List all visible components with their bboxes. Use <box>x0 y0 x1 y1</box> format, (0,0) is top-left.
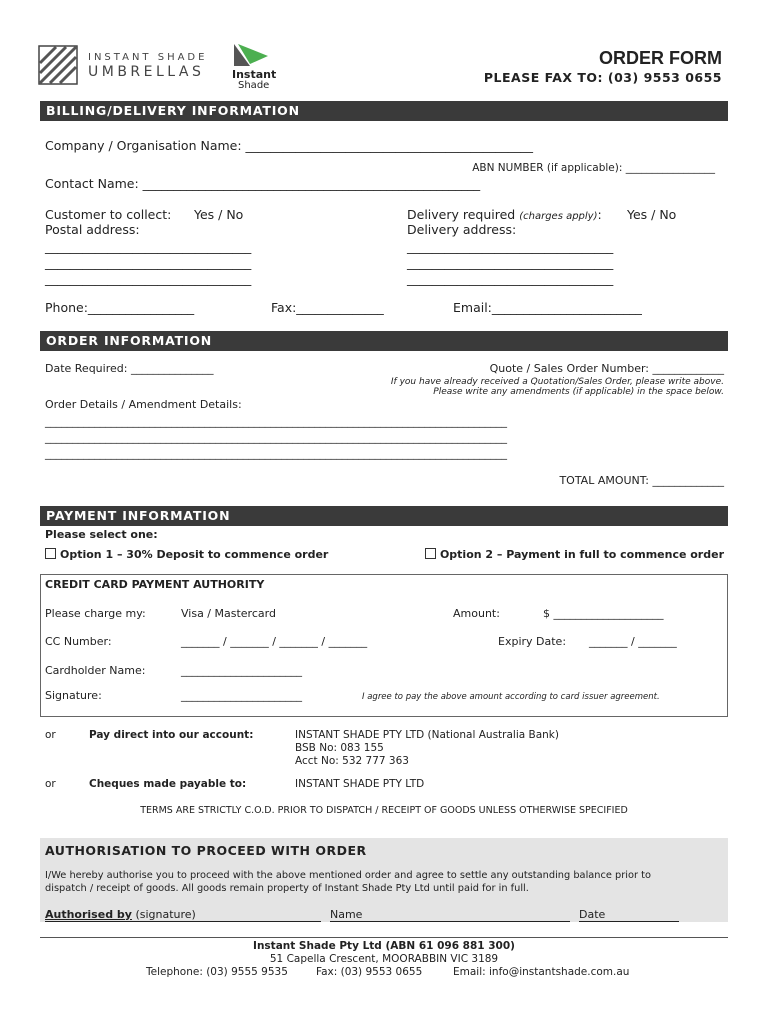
instant-shade-logo <box>228 42 272 68</box>
delivery-note: (charges apply) <box>519 211 598 222</box>
amount-label: Amount: <box>453 607 500 620</box>
option-2[interactable] <box>425 548 724 561</box>
umbrella-logo-icon <box>38 45 78 85</box>
order-details-line-3[interactable]: ____________________________________________________________________________________ <box>45 447 507 460</box>
option-1-label: Option 1 – 30% Deposit to commence order <box>60 548 329 561</box>
fax-to: PLEASE FAX TO: (03) 9553 0655 <box>483 70 722 85</box>
footer-email[interactable]: Email: info@instantshade.com.au <box>453 966 630 978</box>
charge-value[interactable]: Visa / Mastercard <box>181 607 276 620</box>
authorised-by-label: Authorised by <box>45 908 132 921</box>
cardholder-field[interactable]: ______________________ <box>181 664 302 677</box>
cc-number-field[interactable]: _______ / _______ / _______ / _______ <box>181 635 368 648</box>
page-title: ORDER FORM <box>599 48 722 68</box>
phone-field[interactable]: Phone:_________________ <box>45 300 195 315</box>
signature-field[interactable]: ______________________ <box>181 689 302 702</box>
footer-divider <box>40 937 728 938</box>
cc-heading: CREDIT CARD PAYMENT AUTHORITY <box>45 578 265 591</box>
order-details-line-1[interactable]: ____________________________________________________________________________________ <box>45 415 507 428</box>
authorisation-text-2: dispatch / receipt of goods. All goods remain property of Instant Shade Pty Ltd until paid for in full. <box>45 883 529 894</box>
select-one-label: Please select one: <box>45 528 158 541</box>
cardholder-label: Cardholder Name: <box>45 664 146 677</box>
brand-name-line1: INSTANT SHADE <box>88 52 208 63</box>
name-label: Name <box>330 908 363 921</box>
footer-company: Instant Shade Pty Ltd (ABN 61 096 881 300) <box>253 940 515 952</box>
or-label-2: or <box>45 778 56 790</box>
postal-label: Postal address: <box>45 222 140 237</box>
signature-label: Signature: <box>45 689 102 702</box>
checkbox-icon[interactable] <box>425 548 436 559</box>
order-details-label: Order Details / Amendment Details: <box>45 398 242 411</box>
authorisation-heading: AUTHORISATION TO PROCEED WITH ORDER <box>45 843 367 858</box>
triangle-logo-icon <box>228 42 272 68</box>
abn-field[interactable]: ABN NUMBER (if applicable): _________________ <box>472 162 715 174</box>
delivery-line-2[interactable]: _________________________________ <box>407 255 614 270</box>
postal-line-3[interactable]: _________________________________ <box>45 271 252 286</box>
authorisation-text-1: I/We hereby authorise you to proceed with the above mentioned order and agree to settle any outstanding balance prior to <box>45 870 651 881</box>
bank-line-2: BSB No: 083 155 <box>295 742 384 754</box>
footer-fax: Fax: (03) 9553 0655 <box>316 966 423 978</box>
authorised-by-field[interactable] <box>45 908 321 922</box>
terms-text: TERMS ARE STRICTLY C.O.D. PRIOR TO DISPATCH / RECEIPT OF GOODS UNLESS OTHERWISE SPECIFIED <box>140 805 628 816</box>
order-details-line-2[interactable]: ____________________________________________________________________________________ <box>45 431 507 444</box>
option-1[interactable] <box>45 548 328 561</box>
checkbox-icon[interactable] <box>45 548 56 559</box>
name-field[interactable] <box>330 908 570 922</box>
delivery-label <box>407 207 602 222</box>
date-required-field[interactable]: Date Required: _______________ <box>45 362 214 375</box>
order-heading: ORDER INFORMATION <box>40 331 728 351</box>
direct-label: Pay direct into our account: <box>89 729 254 741</box>
amount-field[interactable]: $ ____________________ <box>543 607 664 620</box>
brand-logo <box>38 45 78 85</box>
logo-word-shade: Shade <box>238 80 270 91</box>
contact-field[interactable]: Contact Name: ______________________________________________________ <box>45 176 481 191</box>
logo-word-instant: Instant <box>232 68 277 81</box>
expiry-field[interactable]: _______ / _______ <box>589 635 677 648</box>
fax-field[interactable]: Fax:______________ <box>271 300 384 315</box>
charge-label: Please charge my: <box>45 607 146 620</box>
payment-heading: PAYMENT INFORMATION <box>40 506 728 526</box>
quote-number-field[interactable]: Quote / Sales Order Number: _____________ <box>489 362 724 375</box>
bank-line-3: Acct No: 532 777 363 <box>295 755 409 767</box>
option-2-label: Option 2 – Payment in full to commence order <box>439 548 724 561</box>
delivery-colon: : <box>597 207 602 222</box>
billing-heading: BILLING/DELIVERY INFORMATION <box>40 101 728 121</box>
quote-note-1: If you have already received a Quotation/Sales Order, please write above. <box>390 377 724 387</box>
signature-hint: (signature) <box>135 908 196 921</box>
delivery-line-3[interactable]: _________________________________ <box>407 271 614 286</box>
email-field[interactable]: Email:________________________ <box>453 300 642 315</box>
delivery-options[interactable]: Yes / No <box>627 207 677 222</box>
date-field[interactable] <box>579 908 679 922</box>
total-amount-field[interactable]: TOTAL AMOUNT: _____________ <box>559 474 724 487</box>
postal-line-2[interactable]: _________________________________ <box>45 255 252 270</box>
signature-note: I agree to pay the above amount according to card issuer agreement. <box>362 692 660 702</box>
date-label: Date <box>579 908 606 921</box>
footer-phone: Telephone: (03) 9555 9535 <box>146 966 288 978</box>
bank-line-1: INSTANT SHADE PTY LTD (National Australia Bank) <box>295 729 559 741</box>
delivery-address-label: Delivery address: <box>407 222 517 237</box>
or-label-1: or <box>45 729 56 741</box>
company-field[interactable]: Company / Organisation Name: ______________________________________________ <box>45 138 534 153</box>
quote-note-2: Please write any amendments (if applicable) in the space below. <box>433 387 724 397</box>
postal-line-1[interactable]: _________________________________ <box>45 239 252 254</box>
brand-name-line2: UMBRELLAS <box>88 64 205 80</box>
cheque-value: INSTANT SHADE PTY LTD <box>295 778 425 790</box>
delivery-label-text: Delivery required <box>407 207 516 222</box>
footer-address: 51 Capella Crescent, MOORABBIN VIC 3189 <box>269 953 499 965</box>
expiry-label: Expiry Date: <box>498 635 567 648</box>
collect-options[interactable]: Yes / No <box>194 207 244 222</box>
cheque-label: Cheques made payable to: <box>89 778 247 790</box>
cc-number-label: CC Number: <box>45 635 112 648</box>
collect-label: Customer to collect: <box>45 207 172 222</box>
delivery-line-1[interactable]: _________________________________ <box>407 239 614 254</box>
